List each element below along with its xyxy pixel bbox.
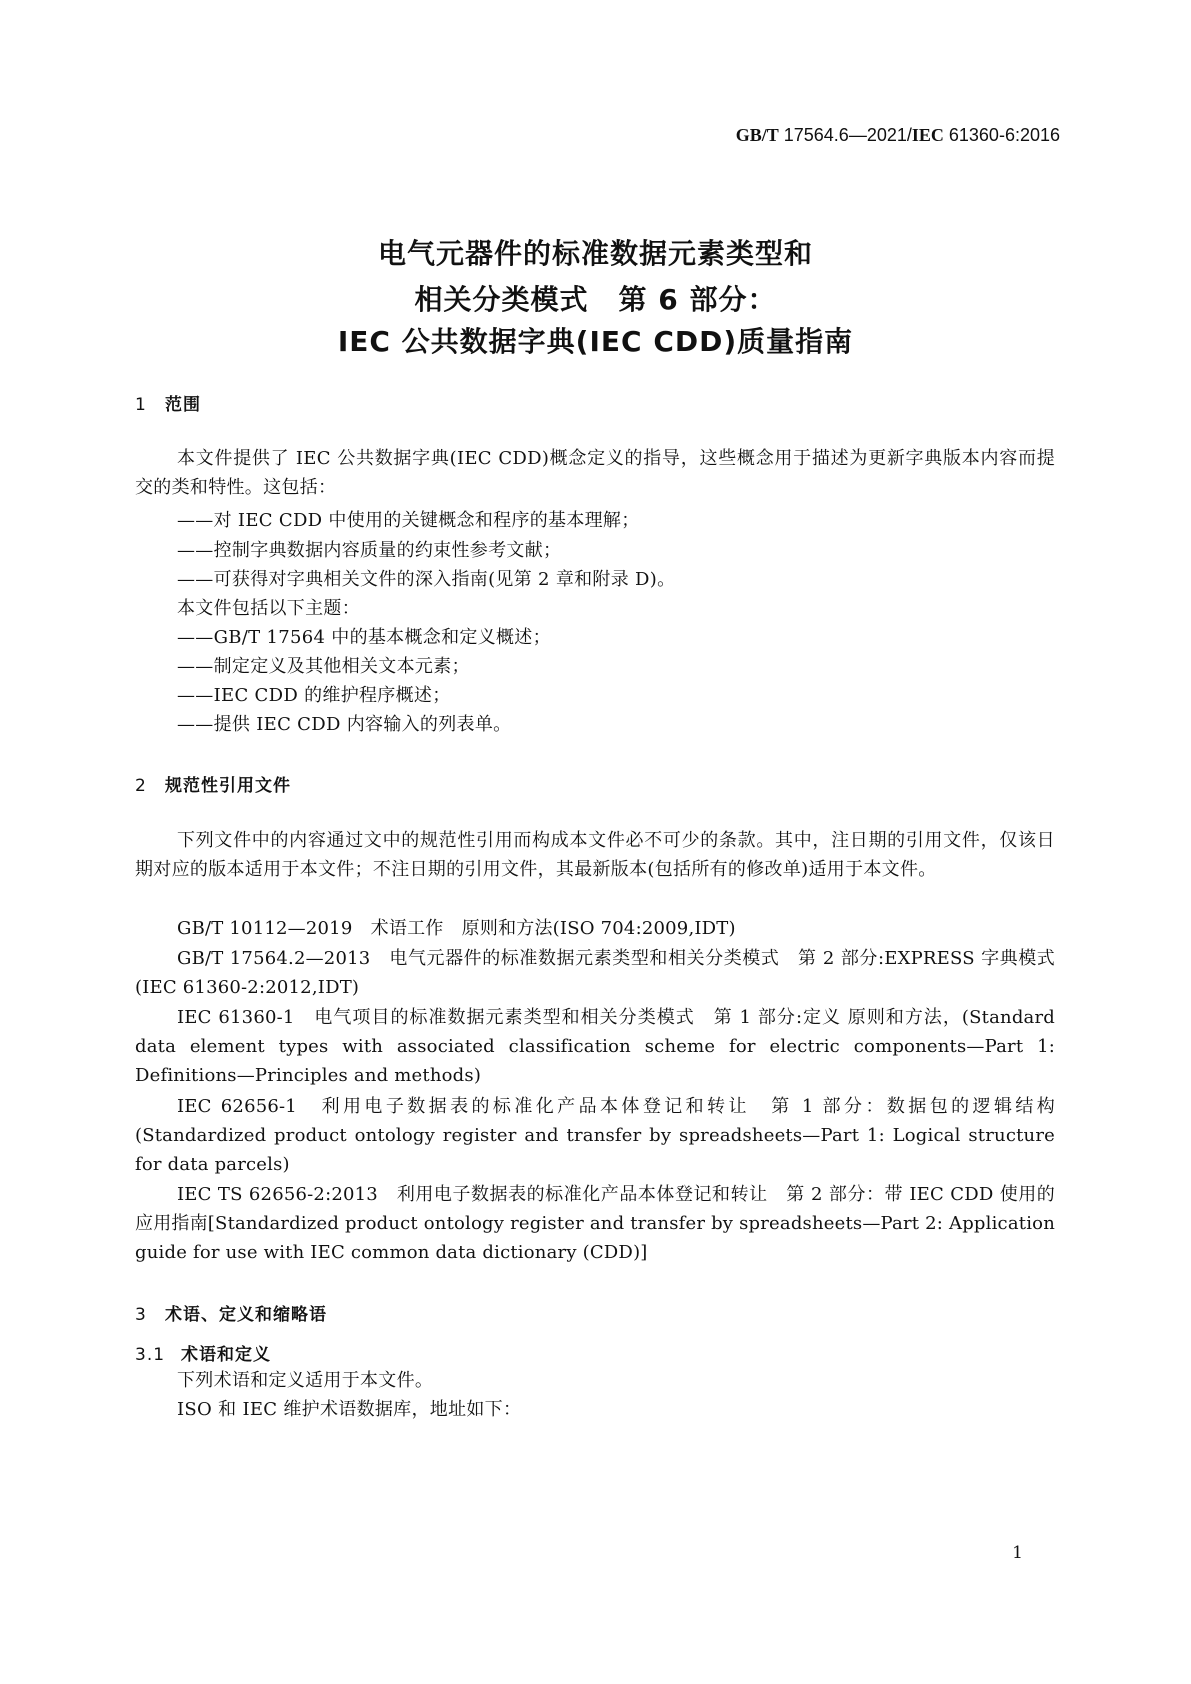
reference-item: IEC 61360-1 电气项目的标准数据元素类型和相关分类模式 第 1 部分:定义 原则和方法，(Standard data element types with associated classification scheme for electric components—Part 1: Definitions—Principles and methods)	[135, 1007, 1055, 1086]
title-line-1: 电气元器件的标准数据元素类型和	[377, 237, 813, 270]
iec-prefix: IEC	[911, 125, 944, 145]
reference-item: GB/T 17564.2—2013 电气元器件的标准数据元素类型和相关分类模式 第 2 部分:EXPRESS 字典模式(IEC 61360-2:2012,IDT)	[135, 948, 1055, 998]
section-3-line-2: ISO 和 IEC 维护术语数据库，地址如下：	[177, 1399, 522, 1420]
reference-item: GB/T 10112—2019 术语工作 原则和方法(ISO 704:2009,IDT)	[177, 918, 736, 939]
title-line-2a: 相关分类模式	[414, 283, 589, 316]
section-1-intro: 本文件提供了 IEC 公共数据字典(IEC CDD)概念定义的指导，这些概念用于描述为更新字典版本内容而提交的类和特性。这包括：	[135, 448, 1055, 498]
page-number: 1	[1012, 1543, 1023, 1563]
topics-intro: 本文件包括以下主题：	[177, 598, 360, 619]
section-1-heading	[135, 390, 201, 415]
reference-item: IEC TS 62656-2:2013 利用电子数据表的标准化产品本体登记和转让 第 2 部分：带 IEC CDD 使用的应用指南[Standardized product ontology register and transfer by spreadsheets—Part 2: Application guide for use with IEC common data dictionary (CDD)]	[135, 1184, 1055, 1263]
section-number: 3	[135, 1305, 147, 1325]
section-number: 2	[135, 776, 147, 796]
reference-item: IEC 62656-1 利用电子数据表的标准化产品本体登记和转让 第 1 部分：数据包的逻辑结构(Standardized product ontology register and transfer by spreadsheets—Part 1: Logical structure for data parcels)	[135, 1096, 1055, 1175]
title-line-2b: 第 6 部分：	[618, 283, 777, 316]
section-number: 1	[135, 395, 147, 415]
section-title: 范围	[165, 395, 201, 415]
section-2-intro: 下列文件中的内容通过文中的规范性引用而构成本文件必不可少的条款。其中，注日期的引用文件，仅该日期对应的版本适用于本文件；不注日期的引用文件，其最新版本(包括所有的修改单)适用于本文件。	[135, 830, 1055, 880]
list-item: ——对 IEC CDD 中使用的关键概念和程序的基本理解；	[177, 510, 640, 531]
section-title: 术语、定义和缩略语	[165, 1305, 327, 1325]
list-item: ——GB/T 17564 中的基本概念和定义概述；	[177, 627, 551, 648]
std-number: 17564.6—2021/	[783, 125, 912, 145]
standard-header	[736, 125, 1060, 146]
list-item: ——制定定义及其他相关文本元素；	[177, 656, 470, 677]
subsection-3-1-heading	[135, 1340, 271, 1365]
list-item: ——提供 IEC CDD 内容输入的列表单。	[177, 714, 512, 735]
section-title: 规范性引用文件	[165, 776, 291, 796]
subsection-title: 术语和定义	[181, 1345, 271, 1365]
list-item: ——可获得对字典相关文件的深入指南(见第 2 章和附录 D)。	[177, 569, 676, 590]
list-item: ——IEC CDD 的维护程序概述；	[177, 685, 451, 706]
section-3-heading	[135, 1300, 327, 1325]
iec-number: 61360-6:2016	[948, 125, 1060, 145]
subsection-number: 3.1	[135, 1345, 166, 1365]
std-prefix: GB/T	[735, 125, 779, 145]
title-line-3: IEC 公共数据字典(IEC CDD)质量指南	[337, 325, 854, 358]
section-2-heading	[135, 771, 291, 796]
section-3-line-1: 下列术语和定义适用于本文件。	[177, 1370, 434, 1391]
title-line-2	[0, 278, 1191, 318]
list-item: ——控制字典数据内容质量的约束性参考文献；	[177, 540, 562, 561]
